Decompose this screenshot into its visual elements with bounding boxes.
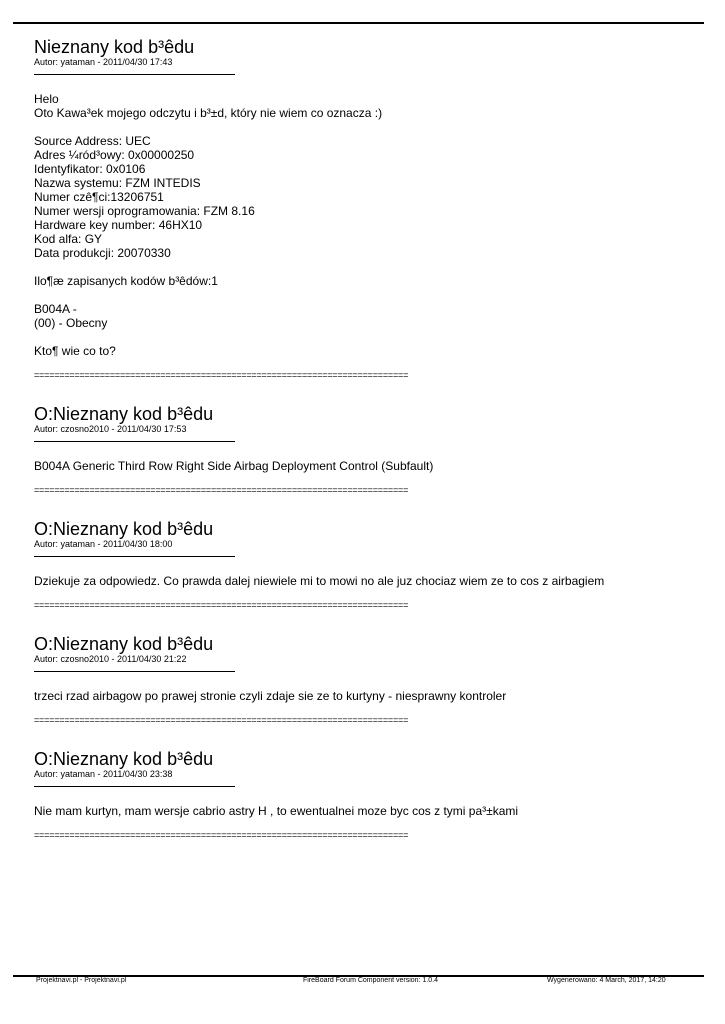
meta-divider: [34, 556, 235, 557]
post-separator: ==========================================================================: [34, 715, 409, 725]
post-separator: ==========================================================================: [34, 370, 409, 380]
post: [34, 634, 704, 725]
post-separator: ==========================================================================: [34, 485, 409, 495]
meta-divider: [34, 786, 235, 787]
post: [34, 519, 704, 610]
footer-generated-date: Wygenerowano: 4 March, 2017, 14:20: [547, 977, 666, 984]
post-meta: Autor: yataman - 2011/04/30 23:38: [34, 769, 173, 779]
post-title: O:Nieznany kod b³êdu: [34, 634, 214, 654]
post-body: B004A Generic Third Row Right Side Airbag Deployment Control (Subfault): [34, 459, 434, 473]
post-title: Nieznany kod b³êdu: [34, 37, 195, 57]
post-separator: ==========================================================================: [34, 830, 409, 840]
post: [34, 749, 704, 840]
footer-site: Projektnavi.pl - Projektnavi.pl: [36, 977, 127, 984]
post-body: Nie mam kurtyn, mam wersje cabrio astry H , to ewentualnei moze byc cos z tymi pa³±kami: [34, 804, 519, 818]
header-rule: [13, 22, 704, 24]
footer-component-version: FireBoard Forum Component version: 1.0.4: [303, 977, 439, 984]
meta-divider: [34, 74, 235, 75]
post-title: O:Nieznany kod b³êdu: [34, 519, 214, 539]
post-body: Helo Oto Kawa³ek mojego odczytu i b³±d, który nie wiem co oznacza :) Source Address: UEC Adres ¼ród³owy: 0x00000250 Identyfikator: 0x0106 Nazwa systemu: FZM INTEDIS Numer czê¶ci:13206751 Numer wersji oprogramowania: FZM 8.16 Hardware key number: 46HX10 Kod alfa: GY Data produkcji: 20070330 Ilo¶æ zapisanych kodów b³êdów:1 B004A - (00) - Obecny Kto¶ wie co to?: [34, 92, 383, 358]
thread-content: [34, 37, 704, 864]
post-meta: Autor: czosno2010 - 2011/04/30 21:22: [34, 654, 187, 664]
post-meta: Autor: czosno2010 - 2011/04/30 17:53: [34, 424, 187, 434]
post-body: Dziekuje za odpowiedz. Co prawda dalej niewiele mi to mowi no ale juz chociaz wiem ze to cos z airbagiem: [34, 574, 605, 588]
post-meta: Autor: yataman - 2011/04/30 18:00: [34, 539, 173, 549]
post-title: O:Nieznany kod b³êdu: [34, 404, 214, 424]
meta-divider: [34, 441, 235, 442]
post-title: O:Nieznany kod b³êdu: [34, 749, 214, 769]
post-separator: ==========================================================================: [34, 600, 409, 610]
post: [34, 404, 704, 495]
post-body: trzeci rzad airbagow po prawej stronie czyli zdaje sie ze to kurtyny - niesprawny kontroler: [34, 689, 507, 703]
post-meta: Autor: yataman - 2011/04/30 17:43: [34, 57, 173, 67]
post: [34, 37, 704, 380]
meta-divider: [34, 671, 235, 672]
